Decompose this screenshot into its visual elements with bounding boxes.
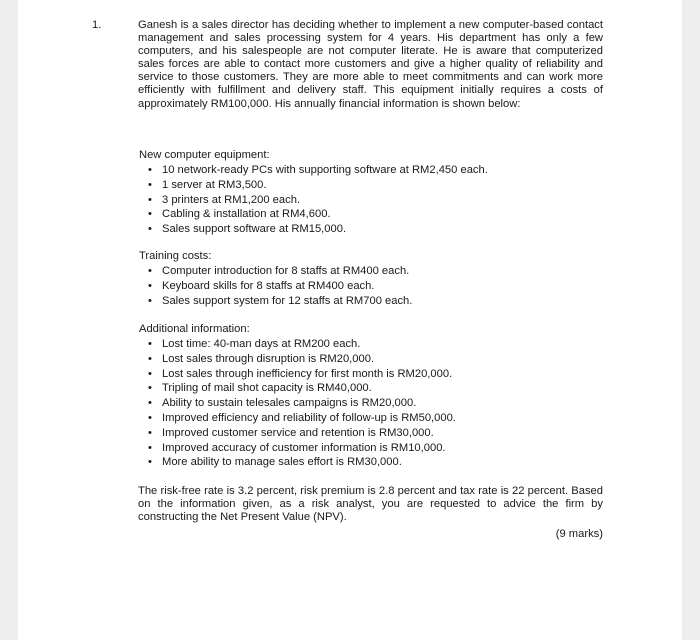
bullet-icon: • [148, 164, 152, 177]
list-item: • Lost sales through inefficiency for first month is RM20,000. [148, 367, 453, 380]
bullet-icon: • [148, 279, 152, 292]
bullet-list [139, 264, 609, 308]
section-computer-equipment [139, 149, 609, 237]
list-item: • Keyboard skills for 8 staffs at RM400 each. [148, 279, 375, 292]
list-item: • Ability to sustain telesales campaigns is RM20,000. [148, 397, 417, 410]
bullet-icon: • [148, 352, 152, 365]
bullet-icon: • [148, 456, 152, 469]
list-item: • Sales support software at RM15,000. [148, 223, 347, 236]
bullet-icon: • [148, 265, 152, 278]
bullet-icon: • [148, 367, 152, 380]
bullet-icon: • [148, 397, 152, 410]
list-item: • 1 server at RM3,500. [148, 178, 267, 191]
bullet-icon: • [148, 193, 152, 206]
question-intro: Ganesh is a sales director has deciding whether to implement a new computer-based contact management and sales processing system for 4 years. His department has only a few computers, and his salespeople are not computer literate. He is aware that computerized sales forces are able to contact more customers and give a higher quality of reliability and service to those customers. They are more able to meet commitments and can work more efficiently with fulfillment and delivery staff. This equipment initially requires a costs of approximately RM100,000. His annually financial information is shown below: [138, 19, 603, 110]
bullet-icon: • [148, 294, 152, 307]
marks-label: (9 marks) [555, 528, 603, 540]
list-item: • 10 network-ready PCs with supporting software at RM2,450 each. [148, 164, 488, 177]
bullet-icon: • [148, 382, 152, 395]
list-item: • Improved accuracy of customer information is RM10,000. [148, 441, 446, 454]
bullet-icon: • [148, 178, 152, 191]
question-number: 1. [92, 19, 102, 31]
list-item: • Tripling of mail shot capacity is RM40,000. [148, 382, 372, 395]
list-item: • Lost sales through disruption is RM20,000. [148, 352, 375, 365]
list-item: • Improved customer service and retention is RM30,000. [148, 426, 434, 439]
list-item: • Cabling & installation at RM4,600. [148, 208, 331, 221]
section-heading: Additional information: [139, 323, 250, 335]
bullet-icon: • [148, 223, 152, 236]
bullet-icon: • [148, 338, 152, 351]
bullet-list [139, 163, 609, 237]
section-training-costs [139, 250, 609, 308]
list-item: • Improved efficiency and reliability of follow-up is RM50,000. [148, 412, 456, 425]
bullet-icon: • [148, 412, 152, 425]
question-closing: The risk-free rate is 3.2 percent, risk premium is 2.8 percent and tax rate is 22 percent. Based on the information given, as a risk analyst, you are requested to advice the firm by constructing the Net Present Value (NPV). [138, 485, 603, 524]
list-item: • More ability to manage sales effort is RM30,000. [148, 456, 402, 469]
list-item: • 3 printers at RM1,200 each. [148, 193, 301, 206]
bullet-icon: • [148, 441, 152, 454]
bullet-icon: • [148, 208, 152, 221]
list-item: • Computer introduction for 8 staffs at RM400 each. [148, 265, 410, 278]
bullet-list [139, 337, 609, 470]
document-page [18, 0, 682, 640]
list-item: • Lost time: 40-man days at RM200 each. [148, 338, 361, 351]
section-additional-info [139, 323, 609, 470]
section-heading: New computer equipment: [139, 149, 270, 161]
section-heading: Training costs: [139, 250, 212, 262]
bullet-icon: • [148, 426, 152, 439]
list-item: • Sales support system for 12 staffs at RM700 each. [148, 294, 413, 307]
